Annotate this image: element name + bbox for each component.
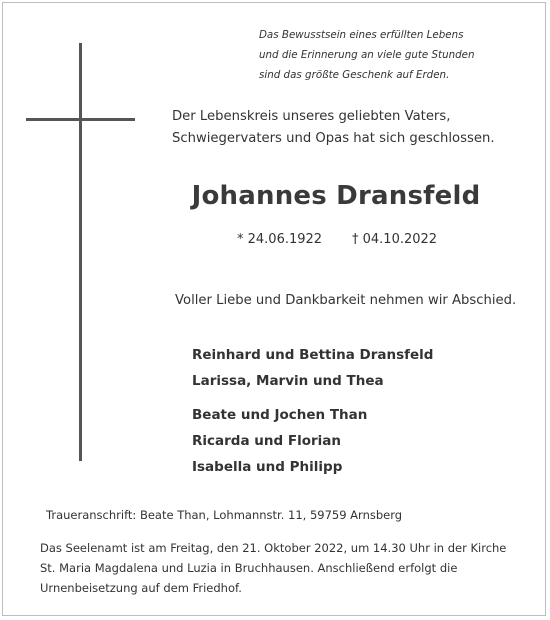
mourner-line: Beate und Jochen Than (192, 407, 368, 423)
service-notice (40, 538, 540, 598)
mourners-group-2 (192, 402, 367, 480)
deceased-name: Johannes Dransfeld (191, 181, 481, 211)
notice-line: St. Maria Magdalena und Luzia in Bruchhausen. Anschließend erfolgt die (40, 561, 458, 575)
quote-line: sind das größte Geschenk auf Erden. (259, 69, 450, 81)
cross-horizontal-bar (26, 118, 135, 121)
birth-date: * 24.06.1922 (237, 232, 323, 247)
mourner-line: Isabella und Philipp (192, 459, 343, 475)
mourning-address: Traueranschrift: Beate Than, Lohmannstr. 11, 59759 Arnsberg (46, 508, 403, 522)
intro-text (172, 106, 532, 150)
intro-line: Der Lebenskreis unseres geliebten Vaters, (172, 109, 451, 124)
mourner-line: Larissa, Marvin und Thea (192, 373, 384, 389)
quote-verse (259, 25, 539, 85)
farewell-text: Voller Liebe und Dankbarkeit nehmen wir Abschied. (175, 293, 517, 308)
obituary-frame (2, 2, 546, 616)
quote-line: Das Bewusstsein eines erfüllten Lebens (259, 29, 464, 41)
mourner-line: Ricarda und Florian (192, 433, 341, 449)
mourners-group-1 (192, 342, 433, 394)
intro-line: Schwiegervaters und Opas hat sich geschlossen. (172, 131, 495, 146)
notice-line: Das Seelenamt ist am Freitag, den 21. Oktober 2022, um 14.30 Uhr in der Kirche (40, 541, 507, 555)
cross-vertical-bar (79, 43, 82, 461)
death-date: † 04.10.2022 (352, 232, 438, 247)
mourner-line: Reinhard und Bettina Dransfeld (192, 347, 434, 363)
quote-line: und die Erinnerung an viele gute Stunden (259, 49, 475, 61)
notice-line: Urnenbeisetzung auf dem Friedhof. (40, 581, 242, 595)
